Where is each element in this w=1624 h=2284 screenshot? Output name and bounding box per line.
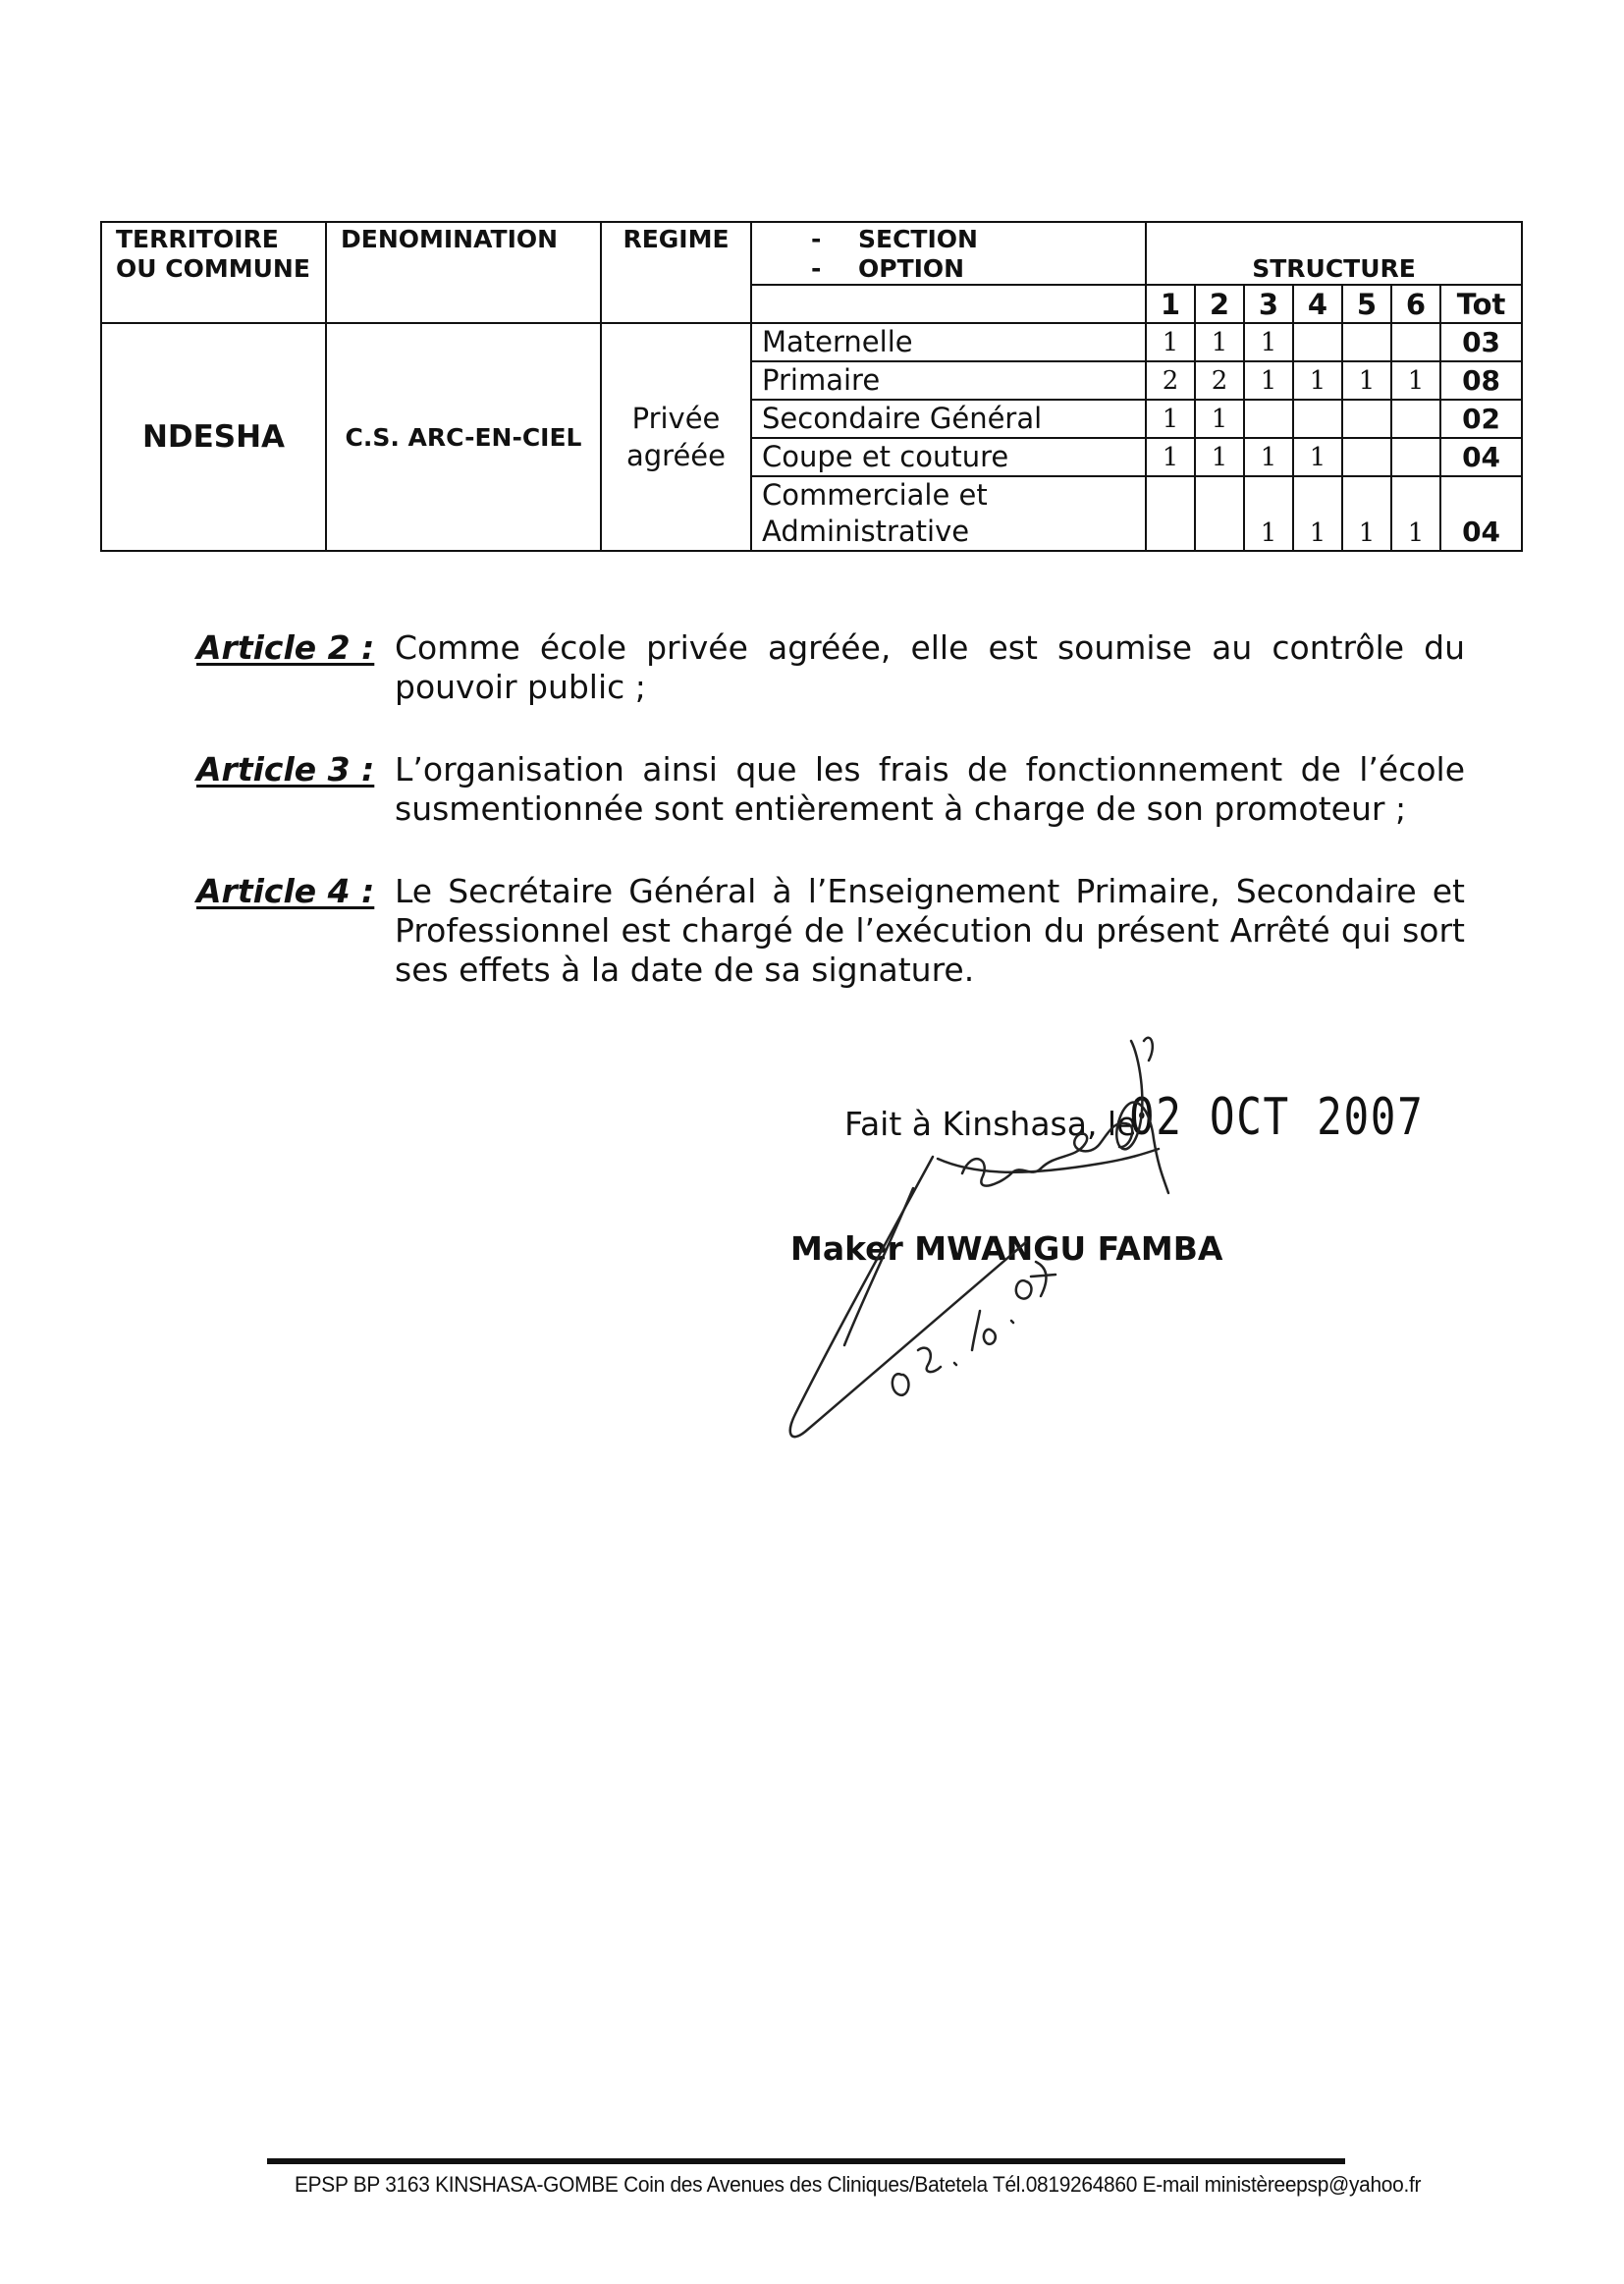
- empty-option-header: [751, 285, 1146, 323]
- header-regime: REGIME: [601, 222, 751, 323]
- article-text: Le Secrétaire Général à l’Enseignement Primaire, Secondaire et Professionnel est chargé de l’exécution du présent Arrêté qui sort ses effets à la date de sa signature.: [395, 872, 1465, 989]
- cell: 1: [1293, 476, 1342, 551]
- header-territoire-line2: OU COMMUNE: [116, 254, 310, 283]
- cell: [1391, 400, 1440, 438]
- cell: 1: [1244, 438, 1293, 476]
- footer-rule: [267, 2158, 1345, 2164]
- article-label: Article 2 :: [196, 628, 375, 667]
- row-total: 02: [1440, 400, 1522, 438]
- cell: 1: [1342, 361, 1391, 400]
- cell: [1293, 323, 1342, 361]
- cell: [1342, 323, 1391, 361]
- denomination-value: C.S. ARC-EN-CIEL: [326, 323, 601, 551]
- cell: 1: [1342, 476, 1391, 551]
- territoire-value: NDESHA: [101, 323, 326, 551]
- regime-value: [601, 323, 751, 551]
- cell: 1: [1146, 323, 1195, 361]
- article-2: [196, 628, 1465, 707]
- regime-line2: agréée: [626, 439, 726, 472]
- header-section-option: [751, 222, 1146, 285]
- stamp-date: 02 OCT 2007: [1129, 1088, 1425, 1147]
- section-dash: -: [811, 225, 822, 253]
- cell: [1146, 476, 1195, 551]
- row-total: 08: [1440, 361, 1522, 400]
- structure-table: [100, 221, 1523, 552]
- row-total: 04: [1440, 438, 1522, 476]
- cell: 1: [1244, 323, 1293, 361]
- article-text: L’organisation ainsi que les frais de fonctionnement de l’école susmentionnée sont entièrement à charge de son promoteur ;: [395, 750, 1465, 828]
- year-header-2: 2: [1195, 285, 1244, 323]
- row-total: 04: [1440, 476, 1522, 551]
- cell: 1: [1391, 361, 1440, 400]
- cell: [1391, 323, 1440, 361]
- year-header-4: 4: [1293, 285, 1342, 323]
- header-section: SECTION: [858, 225, 978, 253]
- year-header-5: 5: [1342, 285, 1391, 323]
- article-label: Article 3 :: [196, 750, 375, 789]
- cell: 2: [1195, 361, 1244, 400]
- cell: [1391, 438, 1440, 476]
- option-name: [751, 476, 1146, 551]
- cell: 1: [1293, 361, 1342, 400]
- cell: 1: [1195, 438, 1244, 476]
- article-3: [196, 750, 1465, 829]
- option-name-line2: Administrative: [762, 515, 970, 548]
- cell: [1342, 400, 1391, 438]
- year-header-1: 1: [1146, 285, 1195, 323]
- option-name: Maternelle: [751, 323, 1146, 361]
- footer-text: EPSP BP 3163 KINSHASA-GOMBE Coin des Avenues des Cliniques/Batetela Tél.0819264860 E-mail ministèreepsp@yahoo.fr: [295, 2172, 1422, 2197]
- cell: [1195, 476, 1244, 551]
- option-name: Secondaire Général: [751, 400, 1146, 438]
- table-row: [101, 323, 1522, 361]
- total-header: Tot: [1440, 285, 1522, 323]
- place-line: Fait à Kinshasa, le: [844, 1105, 1137, 1143]
- header-territoire: [101, 222, 326, 323]
- article-4: [196, 872, 1465, 990]
- cell: 1: [1293, 438, 1342, 476]
- article-label: Article 4 :: [196, 872, 375, 910]
- year-header-3: 3: [1244, 285, 1293, 323]
- cell: [1293, 400, 1342, 438]
- cell: 1: [1146, 438, 1195, 476]
- cell: 1: [1146, 400, 1195, 438]
- regime-line1: Privée: [631, 402, 721, 435]
- cell: [1342, 438, 1391, 476]
- cell: 1: [1244, 476, 1293, 551]
- article-text: Comme école privée agréée, elle est soumise au contrôle du pouvoir public ;: [395, 628, 1465, 706]
- option-name: Primaire: [751, 361, 1146, 400]
- cell: 1: [1195, 323, 1244, 361]
- header-territoire-line1: TERRITOIRE: [116, 225, 279, 253]
- cell: 2: [1146, 361, 1195, 400]
- cell: 1: [1195, 400, 1244, 438]
- header-option: OPTION: [858, 254, 965, 283]
- option-name: Coupe et couture: [751, 438, 1146, 476]
- cell: 1: [1391, 476, 1440, 551]
- option-name-line1: Commerciale et: [762, 478, 988, 512]
- header-structure: STRUCTURE: [1146, 222, 1522, 285]
- row-total: 03: [1440, 323, 1522, 361]
- cell: 1: [1244, 361, 1293, 400]
- cell: [1244, 400, 1293, 438]
- option-dash: -: [811, 254, 822, 283]
- header-denomination: DENOMINATION: [326, 222, 601, 323]
- year-header-6: 6: [1391, 285, 1440, 323]
- signer-name: Maker MWANGU FAMBA: [790, 1229, 1223, 1268]
